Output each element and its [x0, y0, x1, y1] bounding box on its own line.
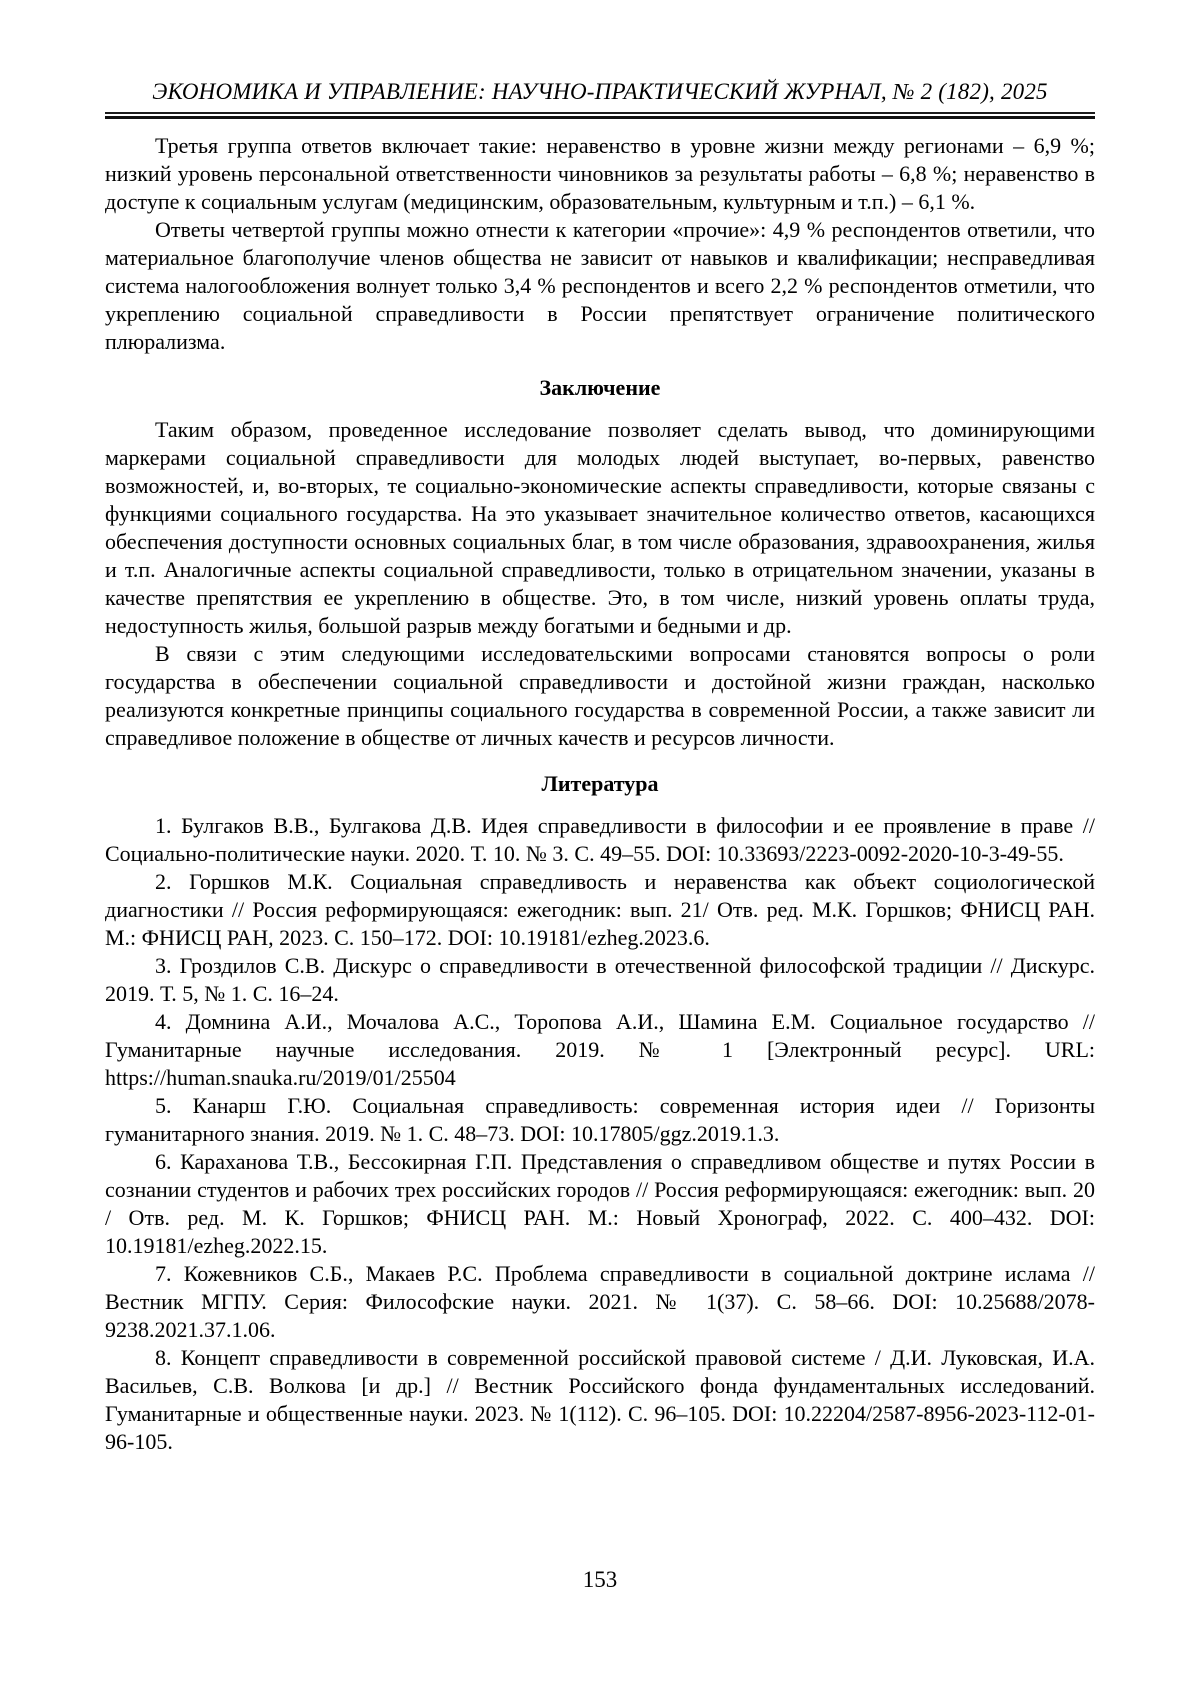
reference-item-7: 7. Кожевников С.Б., Макаев Р.С. Проблема справедливости в социальной доктрине ислама // Вестник МГПУ. Серия: Философские науки. 2021. № 1(37). С. 58–66. DOI: 10.25688/2078-9238.2021.37.1.06. [105, 1261, 1095, 1342]
reference-item-8: 8. Концепт справедливости в современной российской правовой системе / Д.И. Луковская, И.А. Васильев, С.В. Волкова [и др.] // Вестник Российского фонда фундаментальных исследований. Гуманитарные и общественные науки. 2023. № 1(112). С. 96–105. DOI: 10.22204/2587-8956-2023-112-01-96-105. [105, 1345, 1095, 1454]
body-paragraph-2: Ответы четвертой группы можно отнести к категории «прочие»: 4,9 % респондентов ответили, что материальное благополучие членов общества не зависит от навыков и квалификации; несправедливая система налогообложения волнует только 3,4 % респондентов и всего 2,2 % респондентов отметили, что укреплению социальной справедливости в России препятствует ограничение политического плюрализма. [105, 217, 1095, 354]
article-content [105, 132, 1095, 1456]
reference-item-2: 2. Горшков М.К. Социальная справедливость и неравенства как объект социологической диагностики // Россия реформирующаяся: ежегодник: вып. 21/ Отв. ред. М.К. Горшков; ФНИСЦ РАН. М.: ФНИСЦ РАН, 2023. С. 150–172. DOI: 10.19181/ezheg.2023.6. [105, 869, 1095, 950]
body-paragraph-1: Третья группа ответов включает такие: неравенство в уровне жизни между регионами – 6,9 %; низкий уровень персональной ответственности чиновников за результаты работы – 6,8 %; неравенство в доступе к социальным услугам (медицинским, образовательным, культурным и т.п.) – 6,1 %. [105, 133, 1095, 214]
page-number: 153 [582, 1567, 618, 1592]
reference-item-4: 4. Домнина А.И., Мочалова А.С., Торопова А.И., Шамина Е.М. Социальное государство // Гуманитарные научные исследования. 2019. № 1 [Электронный ресурс]. URL: https://human.snauka.ru/2019/01/25504 [105, 1009, 1095, 1090]
reference-item-5: 5. Канарш Г.Ю. Социальная справедливость: современная история идеи // Горизонты гуманитарного знания. 2019. № 1. С. 48–73. DOI: 10.17805/ggz.2019.1.3. [105, 1093, 1095, 1146]
conclusion-paragraph-2: В связи с этим следующими исследовательскими вопросами становятся вопросы о роли государства в обеспечении социальной справедливости и достойной жизни граждан, насколько реализуются конкретные принципы социального государства в современной России, а также зависит ли справедливое положение в обществе от личных качеств и ресурсов личности. [105, 641, 1095, 750]
conclusion-paragraph-1: Таким образом, проведенное исследование позволяет сделать вывод, что доминирующими маркерами социальной справедливости для молодых людей выступает, во-первых, равенство возможностей, и, во-вторых, те социально-экономические аспекты справедливости, которые связаны с функциями социального государства. На это указывает значительное количество ответов, касающихся обеспечения доступности основных социальных благ, в том числе образования, здравоохранения, жилья и т.п. Аналогичные аспекты социальной справедливости, только в отрицательном значении, указаны в качестве препятствия ее укреплению в обществе. Это, в том числе, низкий уровень оплаты труда, недоступность жилья, большой разрыв между богатыми и бедными и др. [105, 417, 1095, 638]
literature-heading: Литература [541, 771, 659, 796]
reference-item-1: 1. Булгаков В.В., Булгакова Д.В. Идея справедливости в философии и ее проявление в праве // Социально-политические науки. 2020. Т. 10. № 3. С. 49–55. DOI: 10.33693/2223-0092-2020-10-3-49-55. [105, 813, 1095, 866]
journal-title: ЭКОНОМИКА И УПРАВЛЕНИЕ: НАУЧНО-ПРАКТИЧЕСКИЙ ЖУРНАЛ, № 2 (182), 2025 [152, 79, 1048, 104]
reference-list [105, 812, 1095, 1456]
running-header [105, 78, 1095, 119]
conclusion-heading: Заключение [539, 375, 661, 400]
reference-item-6: 6. Караханова Т.В., Бессокирная Г.П. Представления о справедливом обществе и путях России в сознании студентов и рабочих трех российских городов // Россия реформирующаяся: ежегодник: вып. 20 / Отв. ред. М. К. Горшков; ФНИСЦ РАН. М.: Новый Хронограф, 2022. С. 400–432. DOI: 10.19181/ezheg.2022.15. [105, 1149, 1095, 1258]
reference-item-3: 3. Гроздилов С.В. Дискурс о справедливости в отечественной философской традиции // Дискурс. 2019. Т. 5, № 1. С. 16–24. [105, 953, 1095, 1006]
header-rule [105, 112, 1095, 119]
